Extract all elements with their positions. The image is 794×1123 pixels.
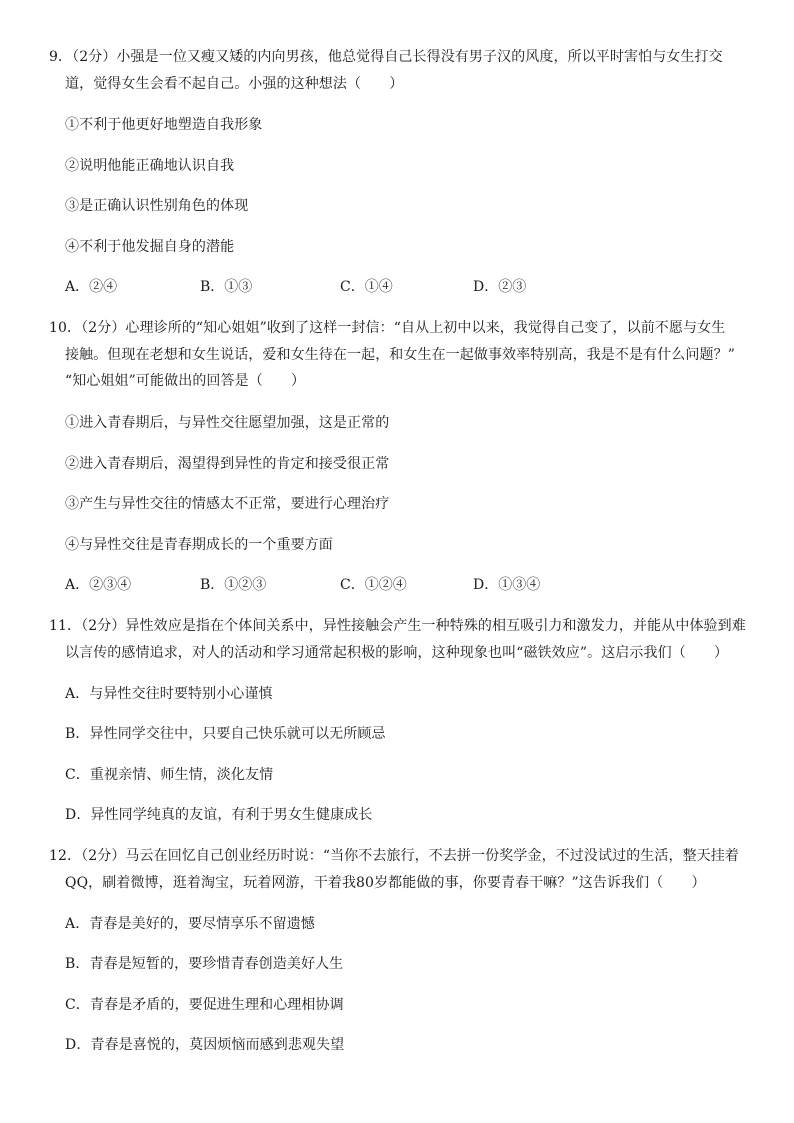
question-11-choice-d[interactable]: D．异性同学纯真的友谊，有利于男女生健康成长 — [65, 807, 373, 823]
question-12-choice-b[interactable]: B．青春是短暂的，要珍惜青春创造美好人生 — [65, 956, 344, 972]
question-9-option-c[interactable]: C．①④ — [340, 279, 393, 295]
question-9-option-a[interactable]: A．②④ — [65, 279, 118, 295]
question-11-choice-a[interactable]: A．与异性交往时要特别小心谨慎 — [65, 686, 273, 702]
question-11-choice-b[interactable]: B．异性同学交往中，只要自己快乐就可以无所顾忌 — [65, 726, 386, 742]
question-10-option-b[interactable]: B．①②③ — [200, 577, 267, 593]
question-9-stem-line-2: 道，觉得女生会看不起自己。小强的这种想法（ ） — [65, 76, 404, 92]
question-12-stem-line-1: 12．（2分）马云在回忆自己创业经历时说：“当你不去旅行，不去拼一份奖学金，不过没试过的生活，整天挂着 — [49, 848, 739, 864]
question-10-option-a[interactable]: A．②③④ — [65, 577, 132, 593]
question-10-stem-line-3: “知心姐姐”可能做出的回答是（ ） — [65, 373, 306, 389]
question-10-stem-line-2: 接触。但现在老想和女生说话，爱和女生待在一起，和女生在一起做事效率特别高，我是不是有什么问题？” — [65, 347, 735, 363]
question-10-statement-2: ②进入青春期后，渴望得到异性的肯定和接受很正常 — [65, 456, 390, 472]
question-10-options — [65, 575, 625, 595]
question-11-choice-c[interactable]: C．重视亲情、师生情，淡化友情 — [65, 767, 274, 783]
question-10-statement-1: ①进入青春期后，与异性交往愿望加强，这是正常的 — [65, 415, 390, 431]
question-12-stem-line-2: QQ，刷着微博，逛着淘宝，玩着网游，干着我80岁都能做的事，你要青春干嘛？”这告诉我们（ ） — [65, 875, 706, 891]
question-9-option-b[interactable]: B．①③ — [200, 279, 253, 295]
question-10-option-d[interactable]: D．①③④ — [473, 577, 541, 593]
question-10-option-c[interactable]: C．①②④ — [340, 577, 407, 593]
question-9-options — [65, 277, 625, 297]
question-9-statement-4: ④不利于他发掘自身的潜能 — [65, 239, 235, 255]
question-9-statement-1: ①不利于他更好地塑造自我形象 — [65, 117, 263, 133]
question-11-stem-line-1: 11．（2分）异性效应是指在个体间关系中，异性接触会产生一种特殊的相互吸引力和激发力，并能从中体验到难 — [49, 618, 746, 634]
question-9-statement-2: ②说明他能正确地认识自我 — [65, 158, 235, 174]
question-11-stem-line-2: 以言传的感情追求，对人的活动和学习通常起积极的影响，这种现象也叫“磁铁效应”。这启示我们（ ） — [65, 645, 729, 661]
question-9-stem-line-1: 9．（2分）小强是一位又瘦又矮的内向男孩，他总觉得自己长得没有男子汉的风度，所以平时害怕与女生打交 — [49, 49, 723, 65]
question-9-option-d[interactable]: D．②③ — [473, 279, 527, 295]
question-10-statement-4: ④与异性交往是青春期成长的一个重要方面 — [65, 537, 333, 553]
question-12-choice-d[interactable]: D．青春是喜悦的，莫因烦恼而感到悲观失望 — [65, 1037, 345, 1053]
question-12-choice-a[interactable]: A．青春是美好的，要尽情享乐不留遗憾 — [65, 916, 315, 932]
question-12-choice-c[interactable]: C．青春是矛盾的，要促进生理和心理相协调 — [65, 997, 344, 1013]
question-10-statement-3: ③产生与异性交往的情感太不正常，要进行心理治疗 — [65, 496, 390, 512]
question-9-statement-3: ③是正确认识性别角色的体现 — [65, 198, 249, 214]
question-10-stem-line-1: 10．（2分）心理诊所的“知心姐姐”收到了这样一封信：“自从上初中以来，我觉得自己变了，以前不愿与女生 — [49, 320, 726, 336]
